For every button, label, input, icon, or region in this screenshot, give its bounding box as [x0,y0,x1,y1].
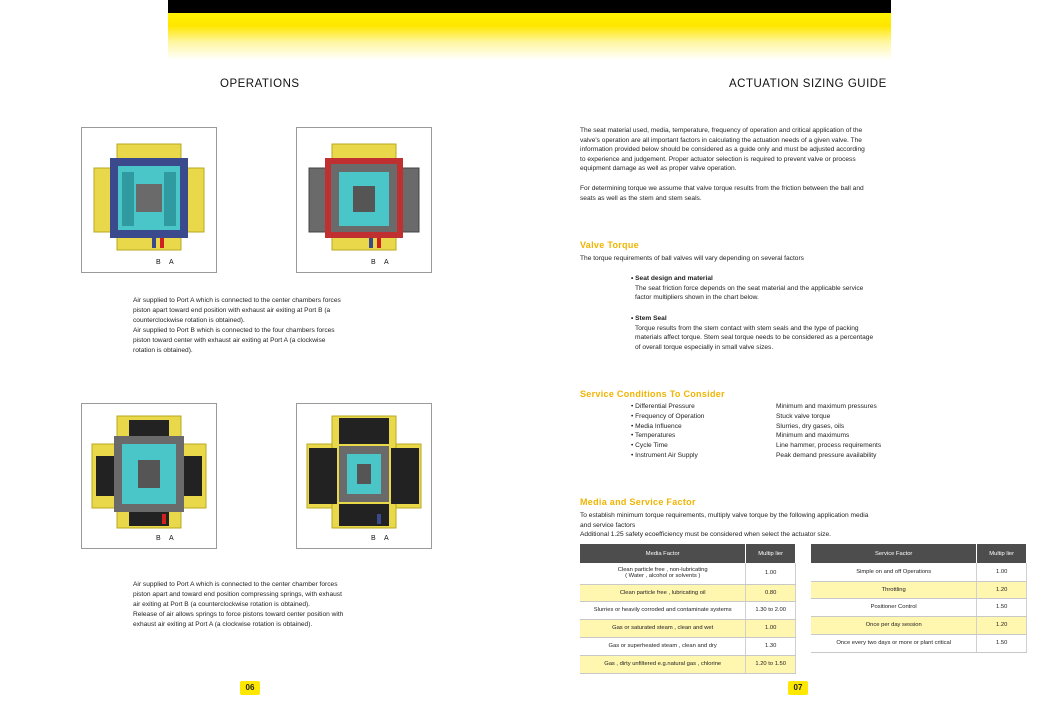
actuator-diagram-double-acting-a [81,127,217,273]
table-cell: 1.00 [746,619,796,637]
table-header-row [811,544,1027,563]
intro-paragraph [580,126,910,174]
media-factor-table [580,544,796,674]
list-item: Line hammer, process requirements [776,442,882,450]
actuator-diagram-spring-return-a [81,403,217,549]
text-line: factor multipliers shown in the chart below. [635,294,759,302]
column-header: Service Factor [811,544,977,563]
table-row [580,584,796,601]
port-a-label: A [384,535,389,542]
seat-design-bullet [631,274,931,303]
text-line: Additional 1.25 safety ecoefficiency must be considered when select the actuator size. [580,531,831,539]
header-color-band [168,0,891,60]
torque-assumption-paragraph [580,184,910,203]
text-line: piston apart and toward end position compressing springs, with exhaust [133,591,342,598]
list-item: Peak demand pressure availability [776,451,877,459]
table-row [580,655,796,673]
text-line: rotation is obtained). [133,347,193,354]
cell-line: ( Water , alcohol or solvents ) [625,573,701,580]
text-line: The seat material used, media, temperature, frequency of operation and critical application of the [580,127,863,134]
actuator-diagram-double-acting-b [296,127,432,273]
column-header: Multip lier [977,544,1027,563]
sizing-guide-heading: ACTUATION SIZING GUIDE [729,78,887,90]
valve-torque-title: Valve Torque [580,240,639,250]
port-b-label: B [371,535,376,542]
table-cell: 1.00 [746,563,796,584]
page-number-right: 07 [788,681,808,695]
media-factor-title: Media and Service Factor [580,497,696,507]
list-item: Minimum and maximums [776,432,850,440]
table-cell: Throttling [811,581,977,598]
table-cell: 1.20 to 1.50 [746,655,796,673]
text-line: valve's operation are all important factors in calculating the actuation needs of a given valve. The [580,136,862,144]
table-cell: Simple on and off Operations [811,563,977,581]
text-line: to experience and judgement. Proper actuator selection is required to prevent valve or process [580,155,856,163]
table-cell: 1.20 [977,616,1027,634]
table-cell: Clean particle free , lubricating oil [580,584,746,601]
table-row [811,563,1027,581]
port-b-label: B [156,259,161,266]
table-row [811,581,1027,598]
text-line: and service factors [580,521,636,529]
text-line: Release of air allows springs to force pistons toward center position with [133,611,344,618]
page-number-left: 06 [240,681,260,695]
text-line: Air supplied to Port A which is connected to the center chamber forces [133,581,338,588]
table-cell: Gas , dirty unfiltered e.g.natural gas , chlorine [580,655,746,673]
stem-seal-bullet [631,314,931,352]
table-row [580,637,796,655]
list-item: • Temperatures [631,432,676,440]
table-cell: 1.00 [977,563,1027,581]
table-row [580,563,796,584]
table-cell: Once per day session [811,616,977,634]
text-line: For determining torque we assume that valve torque results from the friction between the ball and [580,185,864,192]
text-line: Air supplied to Port A which is connected to the center chambers forces [133,297,341,304]
port-b-label: B [371,259,376,266]
port-a-label: A [384,259,389,266]
text-line: The seat friction force depends on the seat material and the applicable service [635,284,864,292]
text-line: counterclockwise rotation is obtained). [133,317,245,324]
table-cell: Positioner Control [811,598,977,616]
double-acting-description [133,296,393,356]
table-cell: Gas or superheated steam , clean and dry [580,637,746,655]
text-line: piston toward center with exhaust air exiting at Port A (a clockwise [133,337,326,344]
text-line: Torque results from the stem contact with stem seals and the type of packing [635,324,859,332]
service-conditions-details [776,402,881,461]
text-line: of overall torque especially in small valve sizes. [635,343,774,351]
table-row [811,634,1027,652]
list-item: • Instrument Air Supply [631,451,698,459]
table-row [811,616,1027,634]
table-cell: 0.80 [746,584,796,601]
table-cell: Slurries or heavily corroded and contaminate systems [580,601,746,619]
text-line: piston apart toward end position with exhaust air exiting at Port B (a [133,307,331,314]
text-line: To establish minimum torque requirements, multiply valve torque by the following application media [580,512,869,519]
text-line: Air supplied to Port B which is connected to the four chambers forces [133,327,335,334]
list-item: Slurries, dry gases, oils [776,422,845,430]
table-cell: 1.50 [977,598,1027,616]
table-row [811,598,1027,616]
list-item: • Cycle Time [631,442,668,450]
media-factor-text [580,511,920,540]
port-b-label: B [156,535,161,542]
text-line: air exiting at Port B (a counterclockwise rotation is obtained). [133,601,311,608]
column-header: Multip lier [746,544,796,563]
text-line: information provided below should be considered as a guide only and must be adjusted according [580,146,865,154]
text-line: materials affect torque. Stem seal torque needs to be considered as a percentage [635,334,874,342]
port-a-label: A [169,259,174,266]
table-cell [580,563,746,584]
list-item: Stuck valve torque [776,412,831,420]
port-a-label: A [169,535,174,542]
seat-design-title: • Seat design and material [631,275,713,282]
text-line: equipment damage as well as proper valve operation. [580,165,737,173]
actuator-diagram-spring-return-b [296,403,432,549]
service-factor-table [811,544,1027,653]
service-conditions-list [631,402,704,461]
list-item: • Media Influence [631,422,682,430]
table-row [580,601,796,619]
stem-seal-title: • Stem Seal [631,315,667,322]
table-header-row [580,544,796,563]
list-item: Minimum and maximum pressures [776,403,877,410]
table-row [580,619,796,637]
text-line: exhaust air exiting at Port A (a clockwise rotation is obtained). [133,621,313,628]
table-cell: Gas or saturated steam , clean and wet [580,619,746,637]
service-conditions-title: Service Conditions To Consider [580,389,725,399]
table-cell: 1.20 [977,581,1027,598]
operations-heading: OPERATIONS [220,78,300,90]
text-line: seats as well as the stem and stem seals. [580,194,702,202]
spring-return-description [133,580,393,630]
table-cell: Once every two days or more or plant critical [811,634,977,652]
valve-torque-text: The torque requirements of ball valves will vary depending on several factors [580,255,804,262]
cell-line: Clean particle free , non-lubricating [617,567,708,574]
list-item: • Differential Pressure [631,403,695,410]
column-header: Media Factor [580,544,746,563]
list-item: • Frequency of Operation [631,412,705,420]
table-cell: 1.50 [977,634,1027,652]
table-cell: 1.30 [746,637,796,655]
table-cell: 1.30 to 2.00 [746,601,796,619]
